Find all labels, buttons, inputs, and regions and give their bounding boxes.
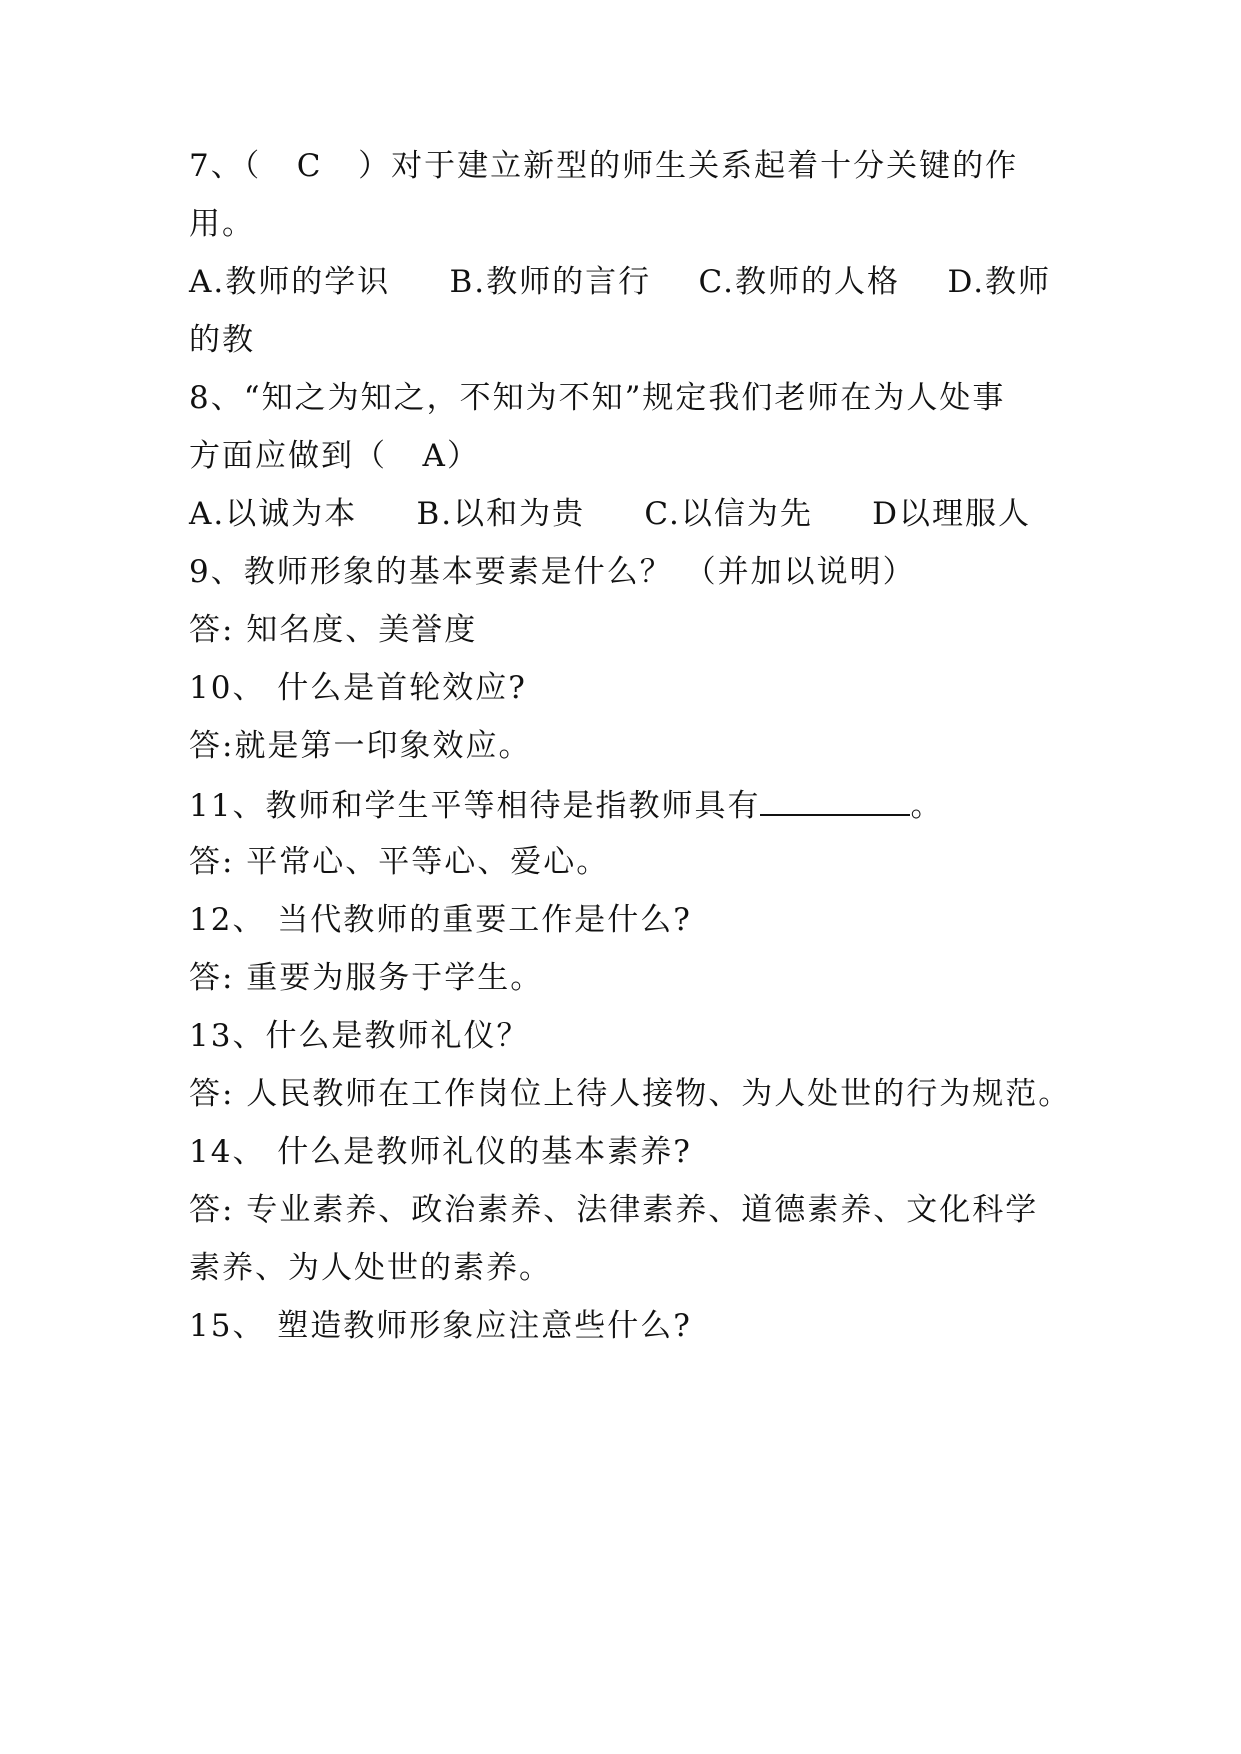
question-9: 9、教师形象的基本要素是什么？ （并加以说明）	[189, 554, 916, 590]
question-14: 14、 什么是教师礼仪的基本素养?	[189, 1134, 692, 1170]
answer-11: 答: 平常心、平等心、爱心。	[189, 844, 610, 880]
question-8-line-1: 8、“知之为知之，不知为不知”规定我们老师在为人处事	[189, 380, 1006, 416]
question-13: 13、什么是教师礼仪？	[189, 1018, 530, 1054]
question-7-options-line-1: A.教师的学识 B.教师的言行 C.教师的人格 D.教师	[189, 264, 1052, 300]
question-10: 10、 什么是首轮效应?	[189, 670, 527, 706]
answer-9: 答: 知名度、美誉度	[189, 612, 478, 648]
question-12: 12、 当代教师的重要工作是什么?	[189, 902, 692, 938]
fill-in-blank	[760, 784, 910, 816]
answer-14-line-1: 答: 专业素养、政治素养、法律素养、道德素养、文化科学	[189, 1192, 1039, 1228]
question-15: 15、 塑造教师形象应注意些什么?	[189, 1308, 692, 1344]
answer-14-line-2: 素养、为人处世的素养。	[189, 1250, 552, 1286]
question-8-line-2: 方面应做到（ A）	[189, 438, 480, 474]
question-8-options: A.以诚为本 B.以和为贵 C.以信为先 D以理服人	[189, 496, 1032, 532]
question-7-line-2: 用。	[189, 206, 255, 242]
question-7-options-line-2: 的教	[189, 322, 255, 358]
answer-10: 答:就是第一印象效应。	[189, 728, 532, 764]
question-11	[189, 784, 1059, 824]
question-7-line-1: 7、（ C ）对于建立新型的师生关系起着十分关键的作	[189, 148, 1019, 184]
answer-13: 答: 人民教师在工作岗位上待人接物、为人处世的行为规范。	[189, 1076, 1072, 1112]
question-11-prefix: 11、教师和学生平等相待是指教师具有	[189, 788, 761, 824]
answer-12: 答: 重要为服务于学生。	[189, 960, 544, 996]
question-11-suffix: 。	[910, 788, 944, 824]
